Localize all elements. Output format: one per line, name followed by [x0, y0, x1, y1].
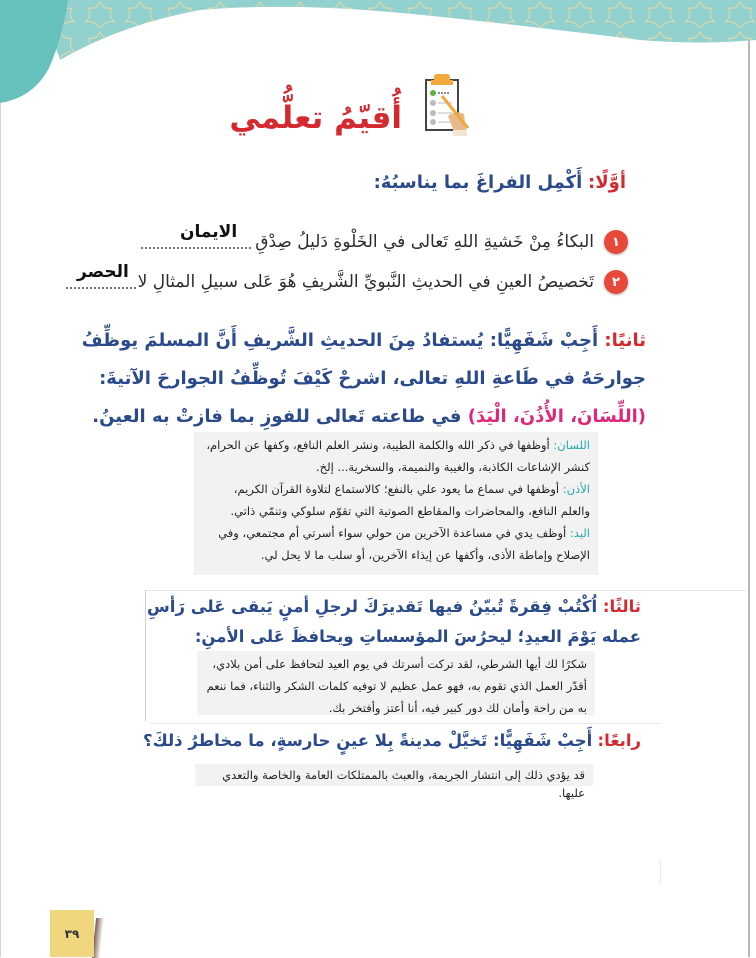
answer-text: أوظفها في سماع ما يعود علي بالنفع؛ كالاستماع لتلاوة القرآن الكريم، والعلم النافع، والمحاضرات والمقاطع الصوتية التي تقوّم سلوكي وتنمّي ذاتي.	[230, 482, 590, 518]
item-number-badge: ١	[604, 230, 628, 254]
item-text: البكاءُ مِنْ خَشيةِ اللهِ تَعالى في الخَلْوةِ دَليلُ صِدْقِ	[255, 232, 594, 252]
section2-prompt: أَجِبْ شَفَهِيًّا: يُستفادُ مِنَ الحديثِ الشَّريفِ أَنَّ المسلمَ يوظِّفُ جوارحَهُ في طَاعةِ اللهِ تعالى، اشرحْ كَيْفَ تُوظِّفُ الجوارحَ الآتيةَ:	[81, 330, 646, 389]
page-edge-left	[0, 0, 1, 957]
section2-keywords: (اللِّسَانَ، الأُذُنَ، الْيَدَ)	[467, 406, 646, 427]
section3-question	[121, 592, 641, 652]
answer-ear	[202, 478, 590, 522]
page-title: أُقيّمُ تعلُّمي	[229, 100, 402, 136]
section3-prompt: اُكْتُبْ فِقرةً تُبيّنُ فيها تَقديرَكَ لرجلِ أمنٍ يَبقى عَلى رَأسِ عمله يَوْمَ العيدِ؛ ليحرُسَ المؤسساتِ ويحافظَ عَلى الأمنِ:	[147, 597, 641, 646]
section1-prompt: أَكْمِل الفراغَ بما يناسبُهُ:	[373, 172, 583, 193]
item-number-badge: ٢	[604, 270, 628, 294]
item-1-answer: الايمان	[180, 222, 238, 242]
item-2-answer: الحصر	[77, 262, 129, 282]
section3-answer-box	[197, 651, 595, 715]
section2-question	[46, 322, 646, 436]
section2-label: ثانيًا:	[604, 330, 646, 351]
answer-term: اليد:	[569, 526, 590, 540]
divider	[660, 860, 661, 884]
page-number: ٣٩	[50, 910, 94, 957]
section1-heading	[374, 172, 626, 193]
answer-tongue	[202, 434, 590, 478]
section2-answer-box	[194, 432, 598, 575]
page-edge-right	[748, 0, 750, 957]
section4-label: رابعًا:	[597, 731, 641, 750]
section4-prompt: أَجِبْ شَفَهِيًّا: تَخيَّلْ مدينةً بِلا عينٍ حارسةٍ، ما مخاطرُ ذلكَ؟	[143, 731, 593, 750]
section4-question	[143, 731, 641, 750]
section4-answer: قد يؤدي ذلك إلى انتشار الجريمة، والعبث بالممتلكات العامة والخاصة والتعدي عليها.	[222, 768, 585, 800]
answer-text: أوظف يدي في مساعدة الآخرين من حولي سواء أسرتي أم مجتمعي، وفي الإصلاح وإماطة الأذى، وأكفها عن إيذاء الآخرين، أو سلب ما لا يحل لي.	[218, 526, 590, 562]
answer-text: أوظفها في ذكر الله والكلمة الطيبة، ونشر العلم النافع، وكفها عن الحرام، كنشر الإشاعات الكاذبة، والغيبة والنميمة، والسخرية... إلخ.	[206, 438, 590, 474]
divider	[150, 723, 660, 724]
section4-answer-box	[195, 764, 593, 800]
section3-answer: شكرًا لك أيها الشرطي، لقد تركت أسرتك في يوم العيد لتحافظ على أمن بلادي، أقدّر العمل الذي تقوم به، فهو عمل عظيم لا توفيه كلمات الشكر والثناء، فما ننعم به من راحة وأمان لك دور كبير فيه، أنا أعتز وأفتخر بك.	[206, 657, 587, 715]
answer-hand	[202, 522, 590, 566]
page-title-block	[230, 70, 480, 150]
answer-term: اللسان:	[553, 438, 590, 452]
item-text: تَخصيصُ العينِ في الحديثِ النَّبويِّ الشَّريفِ هُوَ عَلى سبيلِ المثالِ لا	[137, 272, 594, 292]
fill-item-2	[66, 270, 628, 294]
answer-term: الأذن:	[562, 482, 590, 496]
section1-label: أوَّلًا:	[588, 172, 626, 193]
section3-label: ثالثًا:	[602, 597, 641, 616]
clipboard-checklist-icon	[420, 70, 480, 142]
section2-prompt-end: في طاعته تَعالى للفوزِ بما فازتْ به العينُ.	[92, 406, 462, 427]
